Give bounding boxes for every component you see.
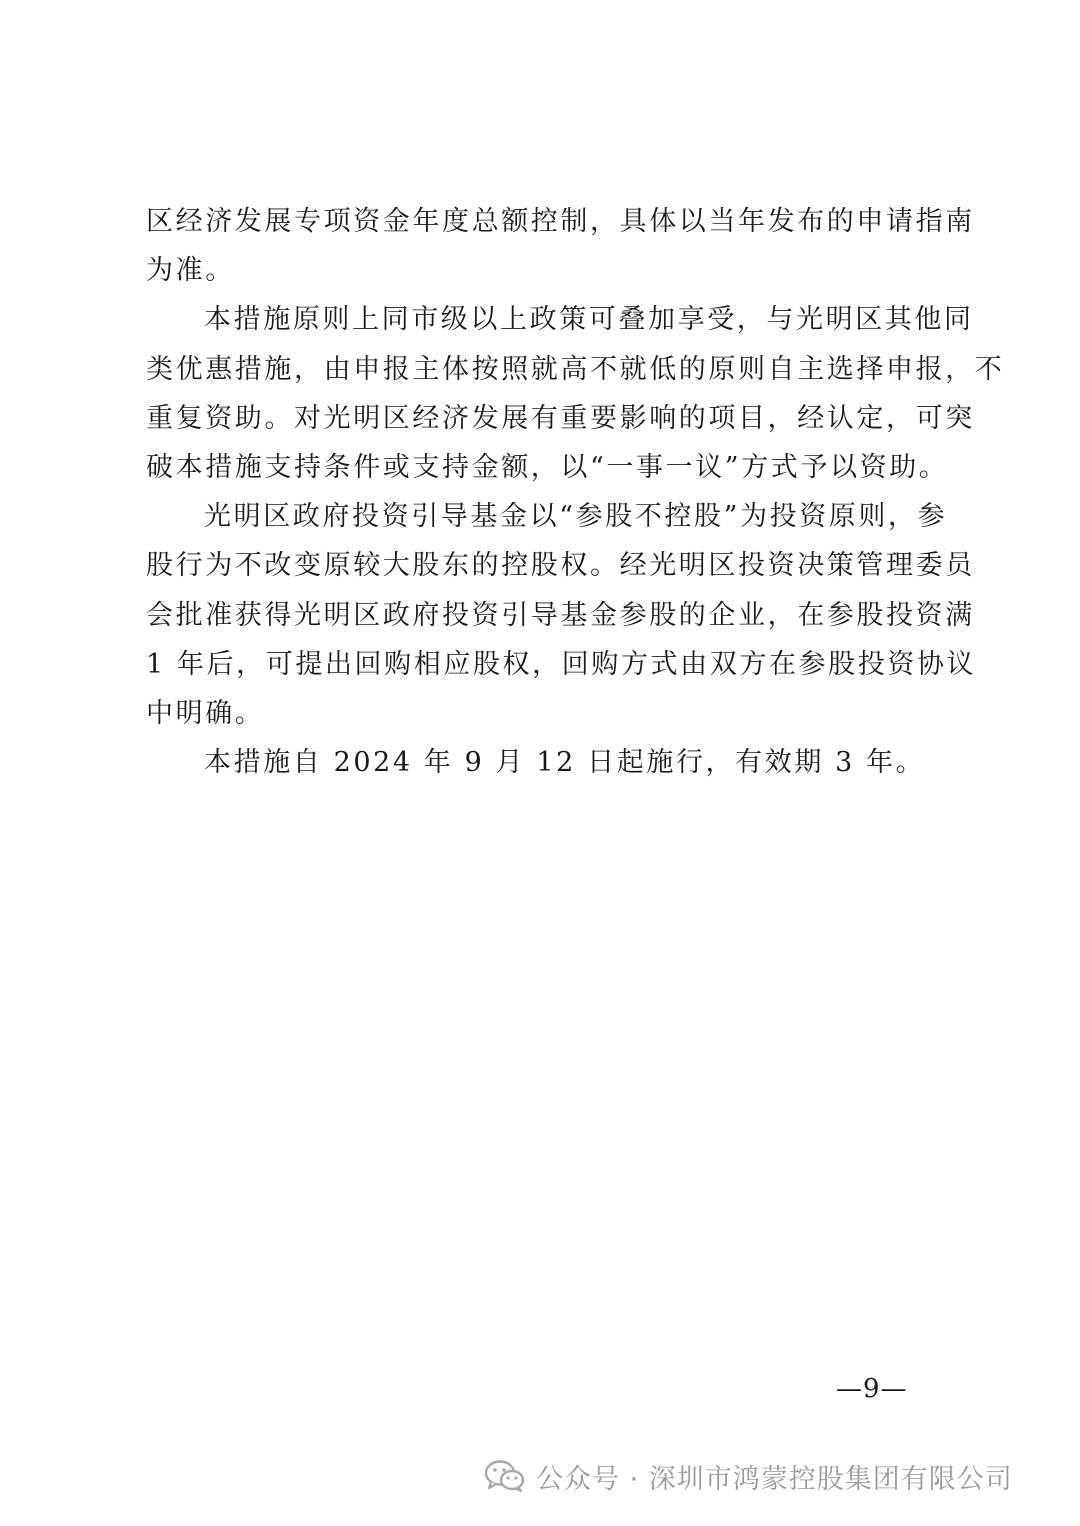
paragraph-line: 本措施自 2024 年 9 月 12 日起施行，有效期 3 年。 <box>204 747 926 779</box>
paragraph-1 <box>146 197 975 295</box>
paragraph-3 <box>146 492 977 738</box>
paragraph-line: 重复资助。对光明区经济发展有重要影响的项目，经认定，可突 <box>146 402 975 434</box>
paragraph-line: 股行为不改变原较大股东的控股权。经光明区投资决策管理委员 <box>146 550 975 582</box>
paragraph-line: 本措施原则上同市级以上政策可叠加享受，与光明区其他同 <box>204 304 974 336</box>
paragraph-line: 中明确。 <box>146 698 265 730</box>
paragraph-line: 会批准获得光明区政府投资引导基金参股的企业，在参股投资满 <box>146 599 975 631</box>
paragraph-line: 1 年后，可提出回购相应股权，回购方式由双方在参股投资协议 <box>146 648 977 680</box>
paragraph-line: 为准。 <box>146 255 235 287</box>
paragraph-line: 区经济发展专项资金年度总额控制，具体以当年发布的申请指南 <box>146 206 975 237</box>
document-body <box>146 197 1005 787</box>
paragraph-line: 破本措施支持条件或支持金额，以“一事一议”方式予以资助。 <box>146 452 949 484</box>
watermark <box>484 1456 1013 1496</box>
paragraph-4 <box>146 738 942 787</box>
paragraph-2 <box>146 295 1005 492</box>
paragraph-line: 类优惠措施，由申报主体按照就高不就低的原则自主选择申报，不 <box>146 353 1005 385</box>
watermark-text: 公众号 · 深圳市鸿蒙控股集团有限公司 <box>536 1463 1013 1495</box>
wechat-icon <box>484 1459 526 1493</box>
page-number: —9— <box>836 1374 908 1404</box>
paragraph-line: 光明区政府投资引导基金以“参股不控股”为投资原则，参 <box>204 501 948 533</box>
